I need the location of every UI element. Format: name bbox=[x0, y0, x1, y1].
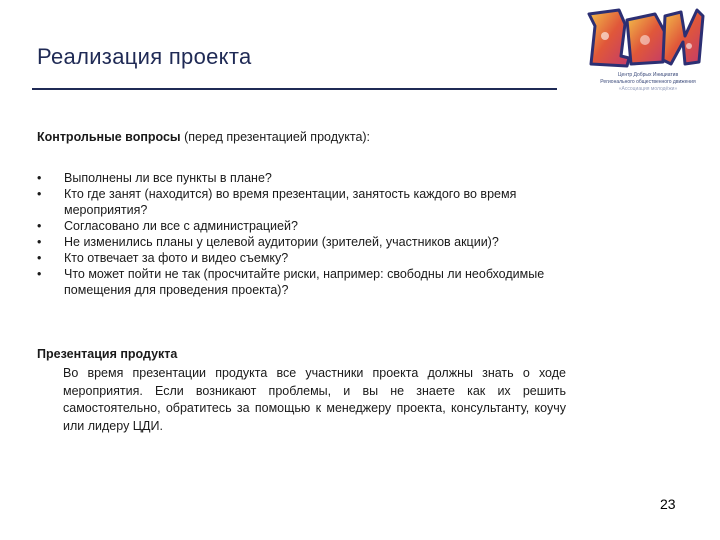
list-item bbox=[37, 234, 597, 250]
logo-caption bbox=[592, 72, 704, 93]
title-divider bbox=[32, 88, 557, 90]
bullet-icon: • bbox=[37, 171, 42, 185]
bullet-icon: • bbox=[37, 219, 42, 233]
questions-list bbox=[37, 170, 597, 298]
slide-title: Реализация проекта bbox=[37, 44, 252, 69]
list-item bbox=[37, 250, 597, 266]
list-item-text: Не изменились планы у целевой аудитории (зрителей, участников акции)? bbox=[64, 235, 499, 249]
questions-heading-bold: Контрольные вопросы bbox=[37, 130, 181, 144]
list-item-text: Кто отвечает за фото и видео съемку? bbox=[64, 251, 289, 265]
list-item bbox=[37, 266, 597, 298]
logo-caption-line: «Ассоциация молодёжи» bbox=[618, 86, 678, 92]
list-item bbox=[37, 218, 597, 234]
cdi-logo bbox=[585, 6, 705, 68]
list-item-text: Согласовано ли все с администрацией? bbox=[64, 219, 298, 233]
presentation-body: Во время презентации продукта все участники проекта должны знать о ходе мероприятия. Если возникают проблемы, и вы не знаете как их решить самостоятельно, обратитесь за помощью к менеджеру проекта, консультанту, коучу или лидеру ЦДИ. bbox=[63, 366, 566, 433]
page-number: 23 bbox=[660, 496, 676, 512]
questions-heading bbox=[37, 129, 370, 145]
bullet-icon: • bbox=[37, 187, 42, 201]
bullet-icon: • bbox=[37, 251, 42, 265]
presentation-heading: Презентация продукта bbox=[37, 347, 178, 361]
list-item-text: Что может пойти не так (просчитайте риски, например: свободны ли необходимые помещения для проведения проекта)? bbox=[64, 267, 545, 297]
list-item-text: Выполнены ли все пункты в плане? bbox=[64, 171, 272, 185]
list-item bbox=[37, 186, 597, 218]
bullet-icon: • bbox=[37, 235, 42, 249]
questions-heading-rest: (перед презентацией продукта): bbox=[180, 130, 371, 144]
list-item bbox=[37, 170, 597, 186]
logo-caption-line: Центр Добрых Инициатив bbox=[617, 72, 679, 78]
bullet-icon: • bbox=[37, 267, 42, 281]
logo-caption-line: Регионального общественного движения bbox=[600, 79, 696, 85]
list-item-text: Кто где занят (находится) во время презентации, занятость каждого во время мероприятия? bbox=[64, 187, 517, 217]
